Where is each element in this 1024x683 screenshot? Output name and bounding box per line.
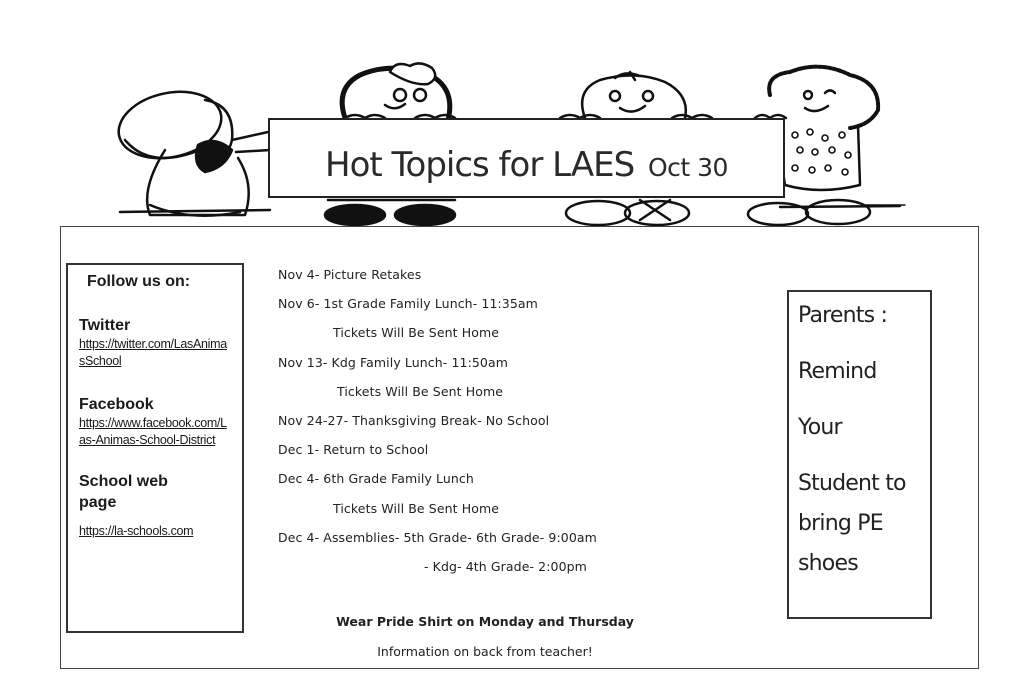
- twitter-link[interactable]: https://twitter.com/LasAnimasSchool: [79, 337, 227, 368]
- footer-notes: [280, 613, 690, 661]
- facebook-link[interactable]: https://www.facebook.com/Las-Animas-School-District: [79, 416, 227, 447]
- reminder-line: Remind: [798, 359, 877, 384]
- header-illustration: [0, 0, 1024, 232]
- event-subnote: Tickets Will Be Sent Home: [333, 325, 500, 341]
- page-title: [325, 145, 728, 185]
- title-text: Hot Topics for LAES: [325, 145, 635, 185]
- pride-shirt-note: Wear Pride Shirt on Monday and Thursday: [336, 614, 634, 629]
- title-date: Oct 30: [647, 153, 728, 182]
- event-item: Dec 4- 6th Grade Family Lunch: [278, 471, 474, 487]
- twitter-section: [79, 315, 232, 370]
- website-link[interactable]: https://la-schools.com: [79, 524, 194, 538]
- event-subnote: Tickets Will Be Sent Home: [337, 383, 504, 399]
- pe-shoes-reminder-box: [787, 290, 932, 619]
- event-item: Nov 13- Kdg Family Lunch- 11:50am: [278, 354, 509, 370]
- social-links-box: [66, 263, 244, 633]
- reminder-line: Student to: [798, 471, 906, 496]
- facebook-label: Facebook: [79, 396, 154, 413]
- info-note: Information on back from teacher!: [377, 644, 593, 659]
- event-subnote: - Kdg- 4th Grade- 2:00pm: [424, 558, 587, 574]
- title-sign: [268, 118, 785, 198]
- event-item: Dec 1- Return to School: [278, 442, 429, 458]
- twitter-label: Twitter: [79, 317, 131, 334]
- reminder-line: Parents :: [798, 303, 888, 328]
- website-label: School web page: [79, 473, 168, 511]
- facebook-section: [79, 394, 232, 449]
- event-item: Nov 24-27- Thanksgiving Break- No School: [278, 412, 550, 428]
- event-item: Nov 6- 1st Grade Family Lunch- 11:35am: [278, 296, 538, 312]
- event-item: Dec 4- Assemblies- 5th Grade- 6th Grade- 9:00am: [278, 529, 597, 545]
- reminder-line: shoes: [798, 551, 858, 576]
- social-heading: Follow us on:: [87, 273, 191, 290]
- events-list: [278, 266, 758, 587]
- event-item: Nov 4- Picture Retakes: [278, 267, 422, 282]
- event-subnote: Tickets Will Be Sent Home: [333, 500, 500, 516]
- reminder-line: Your: [798, 415, 842, 440]
- reminder-line: bring PE: [798, 511, 883, 536]
- website-section: [79, 471, 232, 540]
